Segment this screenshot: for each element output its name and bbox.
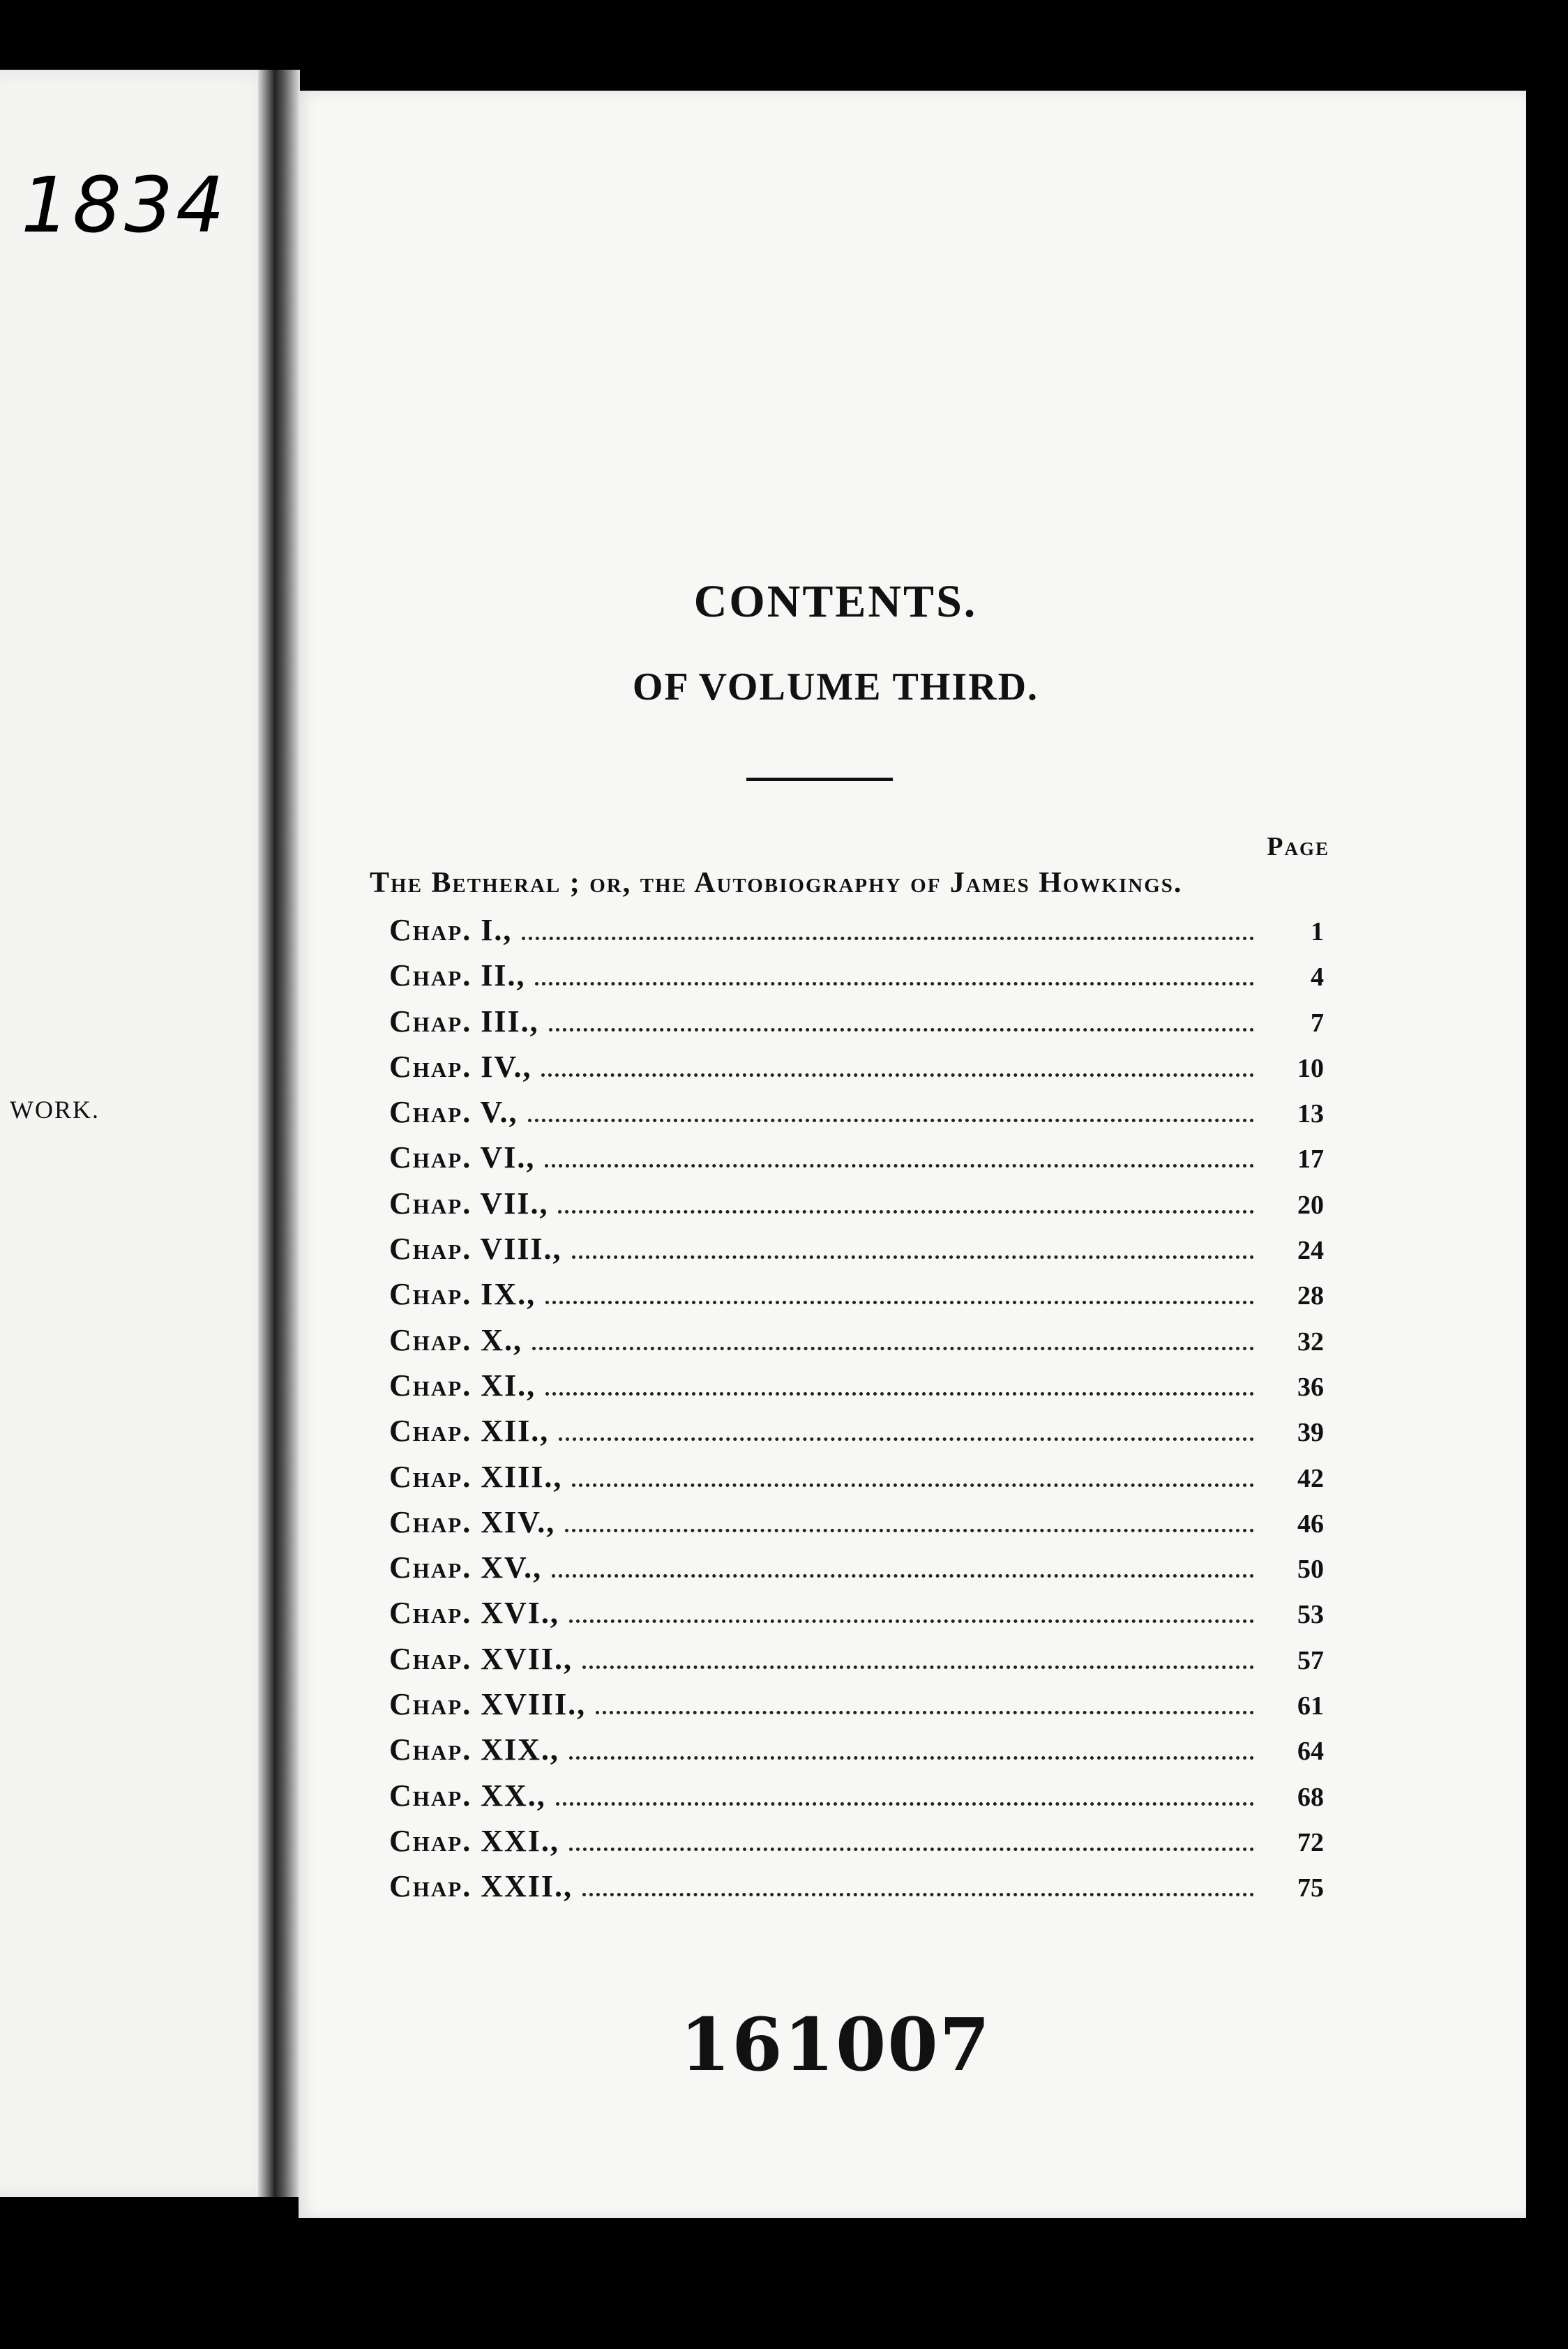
left-page-text-fragment: WORK. [10,1096,100,1124]
toc-chapter-label: Chap. XII., [389,1414,550,1449]
toc-entry [389,1140,1324,1185]
toc-page-number: 57 [1297,1645,1324,1675]
library-stamp-number: 161007 [679,2002,992,2087]
page-column-header: Page [1267,832,1329,861]
toc-dot-leader [569,1619,1254,1623]
page-title: CONTENTS. [693,576,978,627]
toc-chapter-label: Chap. I., [389,913,513,947]
toc-dot-leader [569,1756,1254,1760]
toc-entry [389,1004,1324,1049]
toc-page-number: 36 [1297,1372,1324,1402]
toc-page-number: 24 [1297,1236,1324,1266]
toc-dot-leader [596,1711,1254,1714]
toc-page-number: 1 [1311,917,1324,946]
toc-chapter-label: Chap. XI., [389,1368,536,1403]
toc-page-number: 28 [1297,1281,1324,1311]
toc-dot-leader [535,982,1254,985]
toc-entry [389,1276,1324,1322]
toc-dot-leader [558,1210,1254,1214]
toc-chapter-label: Chap. II., [389,958,526,993]
toc-chapter-label: Chap. XVI., [389,1596,559,1631]
toc-entry [389,1641,1324,1686]
toc-page-number: 53 [1297,1600,1324,1630]
toc-entry [389,1413,1324,1458]
toc-page-number: 72 [1297,1827,1324,1857]
toc-chapter-label: Chap. XXII., [389,1869,573,1904]
toc-entry [389,1322,1324,1368]
toc-entry [389,1595,1324,1640]
toc-dot-leader [532,1347,1254,1350]
toc-page-number: 20 [1297,1190,1324,1220]
toc-dot-leader [545,1164,1254,1168]
toc-dot-leader [556,1802,1254,1806]
toc-chapter-label: Chap. XIX., [389,1732,559,1767]
toc-entry [389,1504,1324,1550]
toc-dot-leader [549,1028,1254,1032]
toc-dot-leader [559,1437,1254,1441]
toc-entry [389,1049,1324,1094]
toc-entry [389,1868,1324,1914]
work-title: The Betheral ; or, the Autobiography of James Howkings. [370,867,1183,899]
toc-chapter-label: Chap. VII., [389,1186,549,1221]
toc-chapter-label: Chap. IX., [389,1277,536,1312]
toc-chapter-label: Chap. V., [389,1095,518,1130]
toc-entry [389,1231,1324,1276]
toc-entry [389,1686,1324,1732]
toc-entry [389,1732,1324,1777]
toc-entry [389,1368,1324,1413]
toc-chapter-label: Chap. X., [389,1322,522,1357]
toc-page-number: 46 [1297,1509,1324,1539]
toc-chapter-label: Chap. XXI., [389,1823,559,1858]
toc-page-number: 75 [1297,1873,1324,1903]
toc-dot-leader [565,1529,1254,1532]
toc-page-number: 39 [1297,1418,1324,1448]
toc-page-number: 4 [1311,962,1324,992]
toc-entry [389,1550,1324,1595]
toc-dot-leader [545,1392,1254,1396]
toc-chapter-label: Chap. VIII., [389,1232,562,1267]
toc-page-number: 7 [1311,1008,1324,1038]
table-of-contents [389,912,1324,1914]
toc-entry [389,958,1324,1003]
toc-chapter-label: Chap. XV., [389,1550,543,1585]
toc-page-number: 17 [1297,1145,1324,1174]
toc-page-number: 50 [1297,1555,1324,1585]
toc-entry [389,1459,1324,1504]
toc-dot-leader [582,1893,1254,1896]
toc-dot-leader [552,1574,1254,1578]
toc-chapter-label: Chap. XX., [389,1778,546,1813]
toc-page-number: 42 [1297,1463,1324,1493]
toc-dot-leader [572,1255,1254,1259]
toc-dot-leader [528,1119,1254,1122]
toc-page-number: 32 [1297,1327,1324,1357]
toc-chapter-label: Chap. XIV., [389,1504,556,1539]
book-gutter [258,70,300,2197]
toc-chapter-label: Chap. XVIII., [389,1687,587,1722]
toc-chapter-label: Chap. VI., [389,1140,536,1175]
toc-dot-leader [545,1301,1254,1304]
toc-chapter-label: Chap. XVII., [389,1641,573,1676]
toc-page-number: 10 [1297,1053,1324,1083]
toc-entry [389,1823,1324,1868]
toc-dot-leader [522,937,1254,940]
toc-chapter-label: Chap. XIII., [389,1459,563,1494]
toc-page-number: 61 [1297,1691,1324,1721]
title-rule [746,778,893,781]
toc-dot-leader [582,1666,1254,1669]
toc-dot-leader [569,1848,1254,1851]
toc-page-number: 68 [1297,1782,1324,1812]
toc-dot-leader [541,1073,1254,1077]
left-page [0,70,279,2197]
toc-page-number: 13 [1297,1099,1324,1129]
page-subtitle: OF VOLUME THIRD. [632,665,1039,709]
toc-entry [389,1094,1324,1140]
toc-page-number: 64 [1297,1737,1324,1767]
toc-chapter-label: Chap. IV., [389,1049,532,1084]
handwritten-year: 1834 [21,160,227,250]
toc-dot-leader [572,1483,1254,1487]
contents-page [299,91,1526,2218]
toc-entry [389,1186,1324,1231]
toc-chapter-label: Chap. III., [389,1004,539,1038]
toc-entry [389,912,1324,958]
toc-entry [389,1778,1324,1823]
